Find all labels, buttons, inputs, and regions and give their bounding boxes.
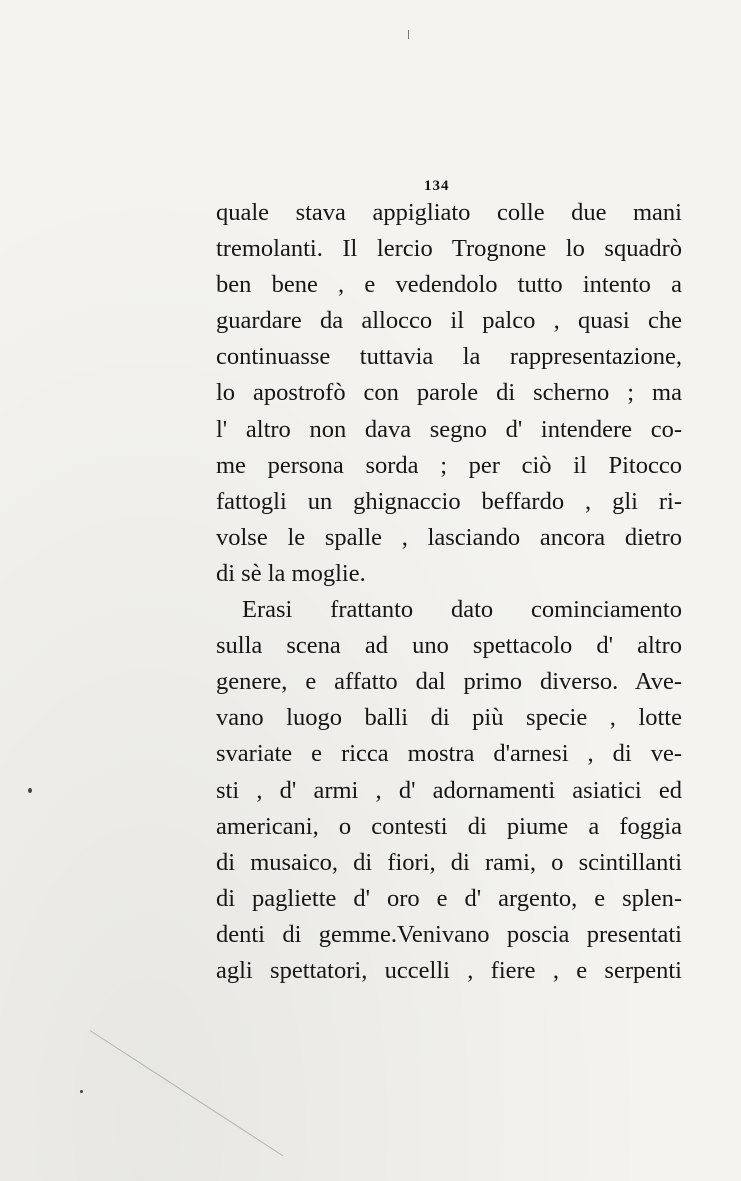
page-number: 134 — [424, 178, 450, 194]
text-line: continuasse tuttavia la rappresentazione, — [216, 343, 682, 371]
text-line: di musaico, di fiori, di rami, o scintillanti — [216, 848, 682, 876]
text-line: me persona sorda ; per ciò il Pitocco — [216, 451, 682, 479]
text-line: americani, o contesti di piume a foggia — [216, 812, 682, 840]
text-line: vano luogo balli di più specie , lotte — [216, 704, 682, 732]
text-line: lo apostrofò con parole di scherno ; ma — [216, 379, 682, 407]
text-line: di pagliette d' oro e d' argento, e splen- — [216, 884, 682, 912]
text-line: di sè la moglie. — [216, 559, 366, 587]
body-text — [216, 195, 682, 989]
text-line: denti di gemme.Venivano poscia presentati — [216, 920, 682, 948]
ink-spot — [80, 1090, 83, 1093]
text-line: fattogli un ghignaccio beffardo , gli ri- — [216, 487, 682, 515]
text-line: quale stava appigliato colle due mani — [216, 199, 682, 226]
text-line: agli spettatori, uccelli , fiere , e serpenti — [216, 956, 682, 984]
text-line: l' altro non dava segno d' intendere co- — [216, 415, 682, 443]
ink-spot — [28, 788, 32, 793]
scan-mark — [408, 30, 409, 39]
text-line: svariate e ricca mostra d'arnesi , di ve- — [216, 740, 682, 768]
text-line: guardare da allocco il palco , quasi che — [216, 307, 682, 335]
paper-crease — [90, 1030, 283, 1156]
text-line: genere, e affatto dal primo diverso. Ave- — [216, 668, 682, 696]
text-line: sti , d' armi , d' adornamenti asiatici ed — [216, 776, 682, 804]
text-line: volse le spalle , lasciando ancora dietro — [216, 523, 682, 551]
text-line: tremolanti. Il lercio Trognone lo squadrò — [216, 235, 682, 263]
text-line: Erasi frattanto dato cominciamento — [242, 596, 682, 624]
text-line: ben bene , e vedendolo tutto intento a — [216, 271, 682, 299]
text-line: sulla scena ad uno spettacolo d' altro — [216, 632, 682, 660]
